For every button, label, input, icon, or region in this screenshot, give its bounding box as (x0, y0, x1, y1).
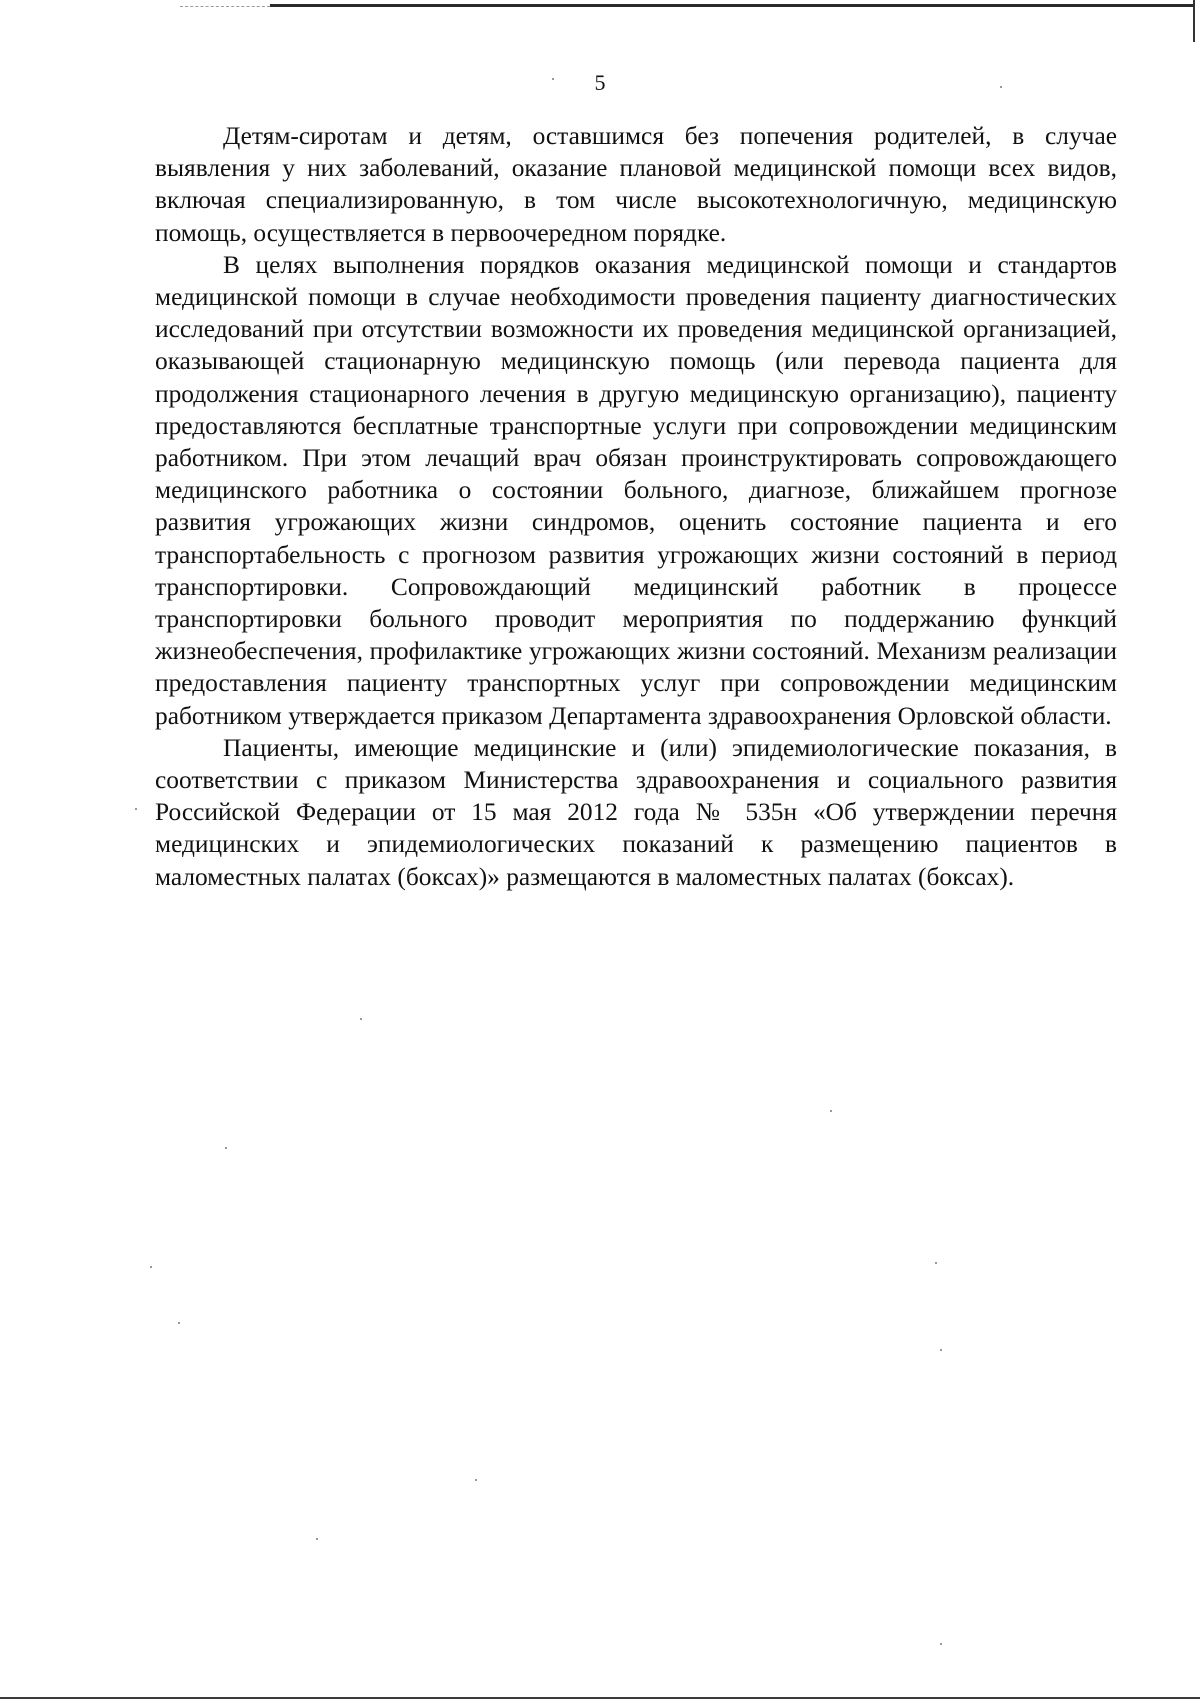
scan-speck (150, 1266, 152, 1268)
paragraph-transport-services: В целях выполнения порядков оказания медицинской помощи и стандартов медицинской помощи в случае необходимости проведения пациенту диагностических исследований при отсутствии возможности их проведения медицинской организацией, оказывающей стационарную медицинскую помощь (или перевода пациента для продолжения стационарного лечения в другую медицинскую организацию), пациенту предоставляются бесплатные транспортные услуги при сопровождении медицинским работником. При этом лечащий врач обязан проинструктировать сопровождающего медицинского работника о состоянии больного, диагнозе, ближайшем прогнозе развития угрожающих жизни синдромов, оценить состояние пациента и его транспортабельность с прогнозом развития угрожающих жизни состояний в период транспортировки. Сопровождающий медицинский работник в процессе транспортировки больного проводит мероприятия по поддержанию функций жизнеобеспечения, профилактике угрожающих жизни состояний. Механизм реализации предоставления пациенту транспортных услуг при сопровождении медицинским работником утверждается приказом Департамента здравоохранения Орловской области. (155, 250, 1117, 730)
scan-speck (178, 1322, 180, 1324)
scan-edge-top-line (270, 4, 1195, 7)
paragraph-orphans: Детям-сиротам и детям, оставшимся без попечения родителей, в случае выявления у них заболеваний, оказание плановой медицинской помощи всех видов, включая специализированную, в том числе высокотехнологичную, медицинскую помощь, осуществляется в первоочередном порядке. (155, 122, 1117, 247)
page-number: 5 (594, 70, 606, 95)
scan-speck (225, 1147, 227, 1149)
paragraph-small-wards: Пациенты, имеющие медицинские и (или) эпидемиологические показания, в соответствии с приказом Министерства здравоохранения и социального развития Российской Федерации от 15 мая 2012 года № 535н «Об утверждении перечня медицинских и эпидемиологических показаний к размещению пациентов в маломестных палатах (боксах)» размещаются в маломестных палатах (боксах). (155, 733, 1117, 891)
scan-speck (552, 78, 554, 80)
scan-speck (830, 1110, 832, 1112)
scan-speck (940, 1643, 942, 1645)
document-body (155, 120, 1117, 893)
scan-edge-top-faint-line (180, 6, 270, 7)
scan-speck (940, 1349, 942, 1351)
scan-speck (360, 1018, 362, 1020)
scan-speck (135, 808, 137, 810)
scan-edge-bottom-line (0, 1697, 1200, 1699)
scan-speck (316, 1538, 318, 1540)
scan-speck (475, 1479, 477, 1481)
scan-speck (1000, 86, 1002, 88)
scan-edge-right-line (1193, 0, 1195, 42)
scan-speck (935, 1262, 937, 1264)
